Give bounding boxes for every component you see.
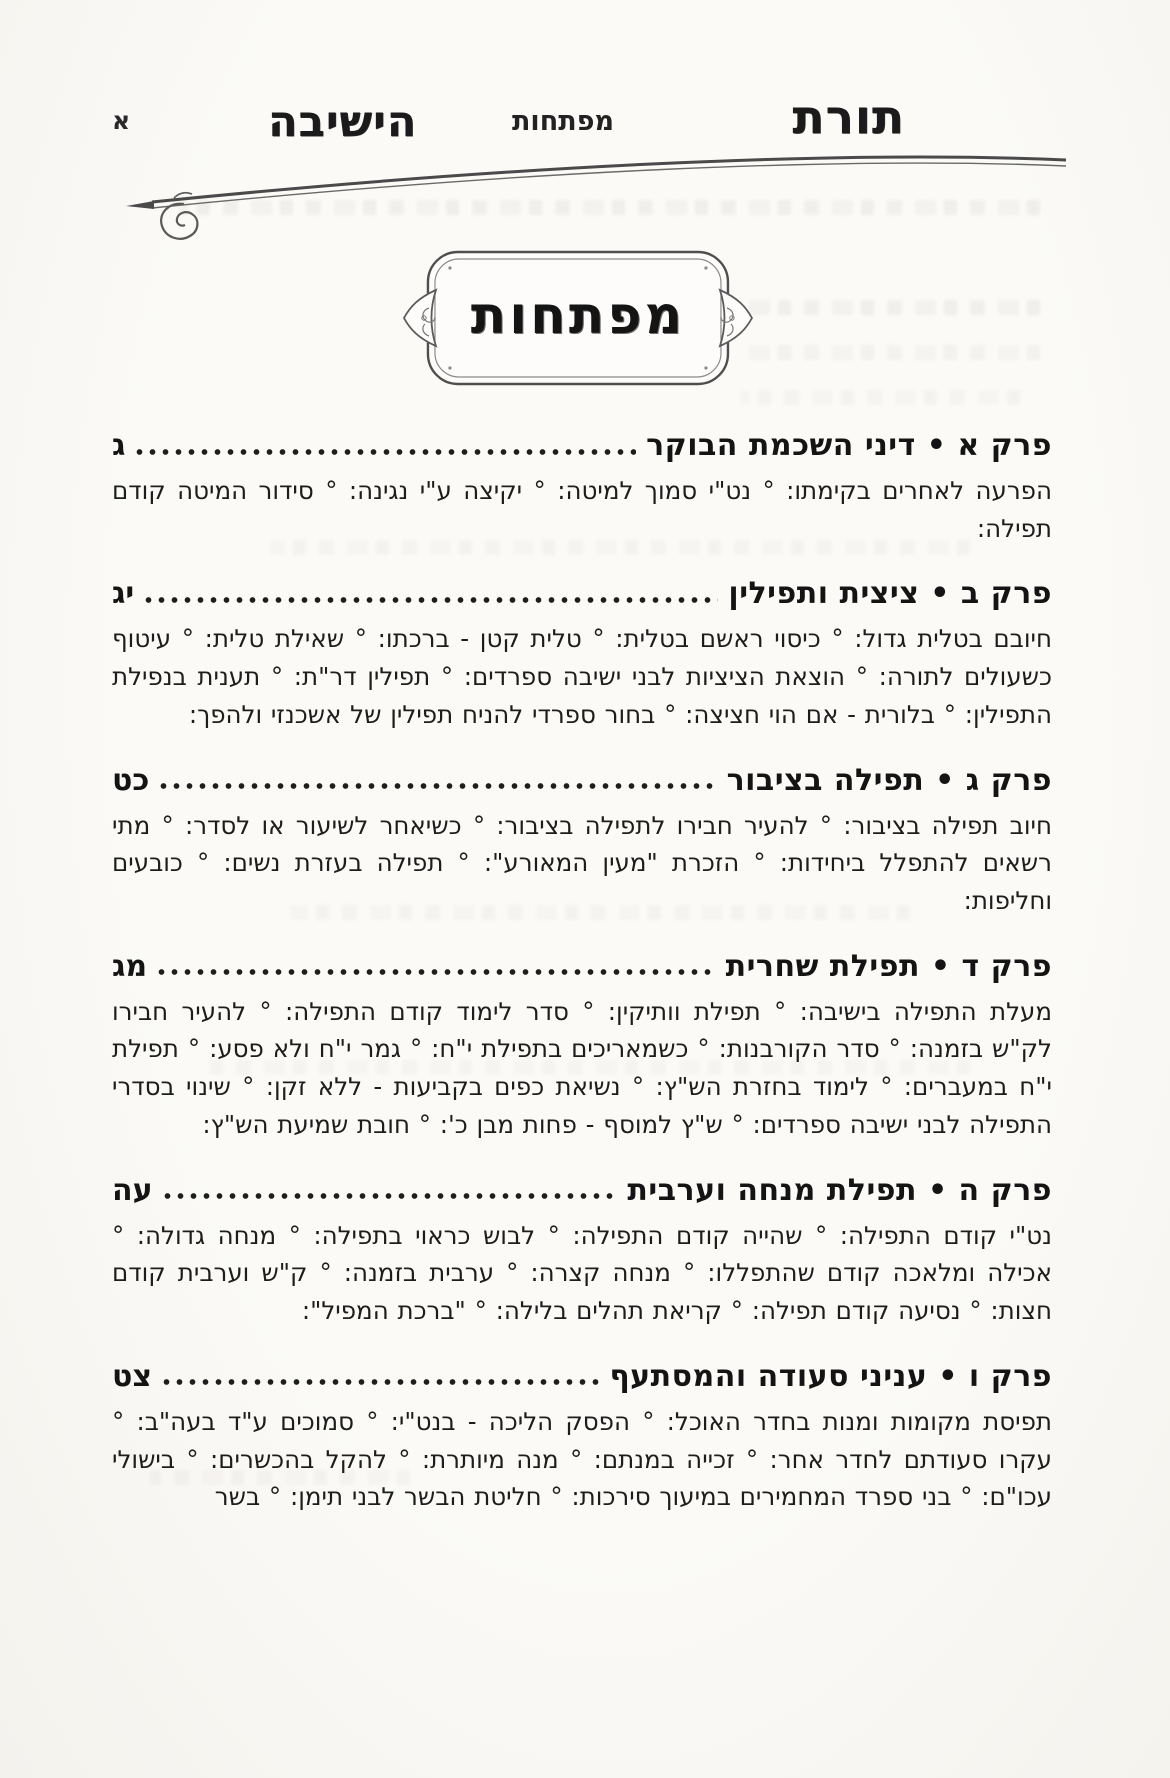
toc-entry-chapter-2	[112, 576, 1052, 733]
toc-entry-heading	[112, 949, 1052, 984]
toc-entry-chapter-6	[112, 1359, 1052, 1516]
dot-leader	[142, 593, 718, 607]
chapter-heading: פרק ג • תפילה בציבור	[726, 762, 1052, 798]
chapter-topics: חיוב תפילה בציבור: ° להעיר חבירו לתפילה בציבור: ° כשיאחר לשיעור או לסדר: ° מתי רשאים להתפלל ביחידות: ° הזכרת "מעין המאורע": ° תפילה בעזרת נשים: ° כובעים וחליפות:	[112, 810, 1052, 916]
section-title: מפתחות	[470, 286, 686, 346]
table-of-contents	[112, 428, 1052, 1545]
chapter-topics: מעלת התפילה בישיבה: ° תפילת וותיקין: ° סדר לימוד קודם התפילה: ° להעיר חבירו לק"ש בזמנה: ° סדר הקורבנות: ° כשמאריכים בתפילת י"ח: ° גמר י"ח ולא פסע: ° תפילת י"ח במעברים: ° לימוד בחזרת הש"ץ: ° נשיאת כפים בקביעות - ללא זקן: ° שינוי בסדרי התפילה לבני ישיבה ספרדים: ° ש"ץ למוסף - פחות מבן כ': ° חובת שמיעת הש"ץ:	[112, 996, 1052, 1139]
toc-entry-chapter-3	[112, 763, 1052, 920]
chapter-heading: פרק א • דיני השכמת הבוקר	[646, 428, 1052, 463]
toc-entry-heading	[112, 428, 1052, 463]
dot-leader	[157, 779, 716, 793]
dot-leader	[133, 445, 636, 459]
running-title-right: תורת	[792, 90, 905, 145]
bleed-through-artifact	[740, 345, 1040, 360]
toc-entry-chapter-4	[112, 949, 1052, 1144]
chapter-page-number: כט	[112, 762, 150, 798]
section-title-ornament	[402, 244, 754, 392]
toc-entry-chapter-1	[112, 428, 1052, 547]
chapter-page-number: ג	[112, 428, 126, 463]
running-title-left: הישיבה	[268, 97, 418, 147]
chapter-topics: חיובם בטלית גדול: ° כיסוי ראשם בטלית: ° טלית קטן - ברכתו: ° שאילת טלית: ° עיטוף כשעולים לתורה: ° הוצאת הציציות לבני ישיבה ספרדים: ° תפילין דר"ת: ° תענית בנפילת התפילין: ° בלורית - אם הוי חציצה: ° בחור ספרדי להניח תפילין של אשכנזי ולהפך:	[112, 624, 1052, 729]
chapter-page-number: עה	[112, 1172, 153, 1208]
chapter-page-number: צט	[112, 1358, 152, 1394]
chapter-topics: תפיסת מקומות ומנות בחדר האוכל: ° הפסק הליכה - בנט"י: ° סמוכים ע"ד בעה"ב: ° עקרו סעודתם לחדר אחר: ° זכייה במנתם: ° מנה מיותרת: ° להקל בהכשרים: ° בישולי עכו"ם: ° בני ספרד המחמירים במיעוך סירכות: ° חליטת הבשר לבני תימן: ° בשר	[112, 1406, 1052, 1512]
chapter-topics: הפרעה לאחרים בקימתו: ° נט"י סמוך למיטה: ° יקיצה ע"י נגינה: ° סידור המיטה קודם תפילה:	[112, 476, 1052, 543]
toc-entry-heading	[112, 763, 1052, 798]
running-head-section: מפתחות	[511, 106, 614, 137]
bleed-through-artifact	[740, 390, 1020, 405]
toc-entry-heading	[112, 1359, 1052, 1394]
toc-entry-heading	[112, 576, 1052, 611]
chapter-heading: פרק ב • ציצית ותפילין	[728, 576, 1052, 612]
chapter-topics: נט"י קודם התפילה: ° שהייה קודם התפילה: ° לבוש כראוי בתפילה: ° מנחה גדולה: ° אכילה ומלאכה קודם שהתפללו: ° מנחה קצרה: ° ערבית בזמנה: ° ק"ש וערבית קודם חצות: ° נסיעה קודם תפילה: ° קריאת תהלים בלילה: ° "ברכת המפיל":	[112, 1220, 1052, 1326]
header-rule-flourish-icon	[118, 146, 1070, 242]
chapter-page-number: מג	[112, 948, 148, 984]
dot-leader	[160, 1375, 599, 1389]
dot-leader	[161, 1189, 618, 1203]
dot-leader	[155, 965, 715, 979]
chapter-heading: פרק ו • עניני סעודה והמסתעף	[609, 1358, 1052, 1394]
chapter-heading: פרק ה • תפילת מנחה וערבית	[627, 1172, 1052, 1208]
toc-entry-chapter-5	[112, 1173, 1052, 1330]
chapter-heading: פרק ד • תפילת שחרית	[725, 948, 1052, 984]
folio-number: א	[112, 106, 131, 135]
chapter-page-number: יג	[112, 576, 135, 612]
bleed-through-artifact	[710, 300, 1040, 315]
toc-entry-heading	[112, 1173, 1052, 1208]
